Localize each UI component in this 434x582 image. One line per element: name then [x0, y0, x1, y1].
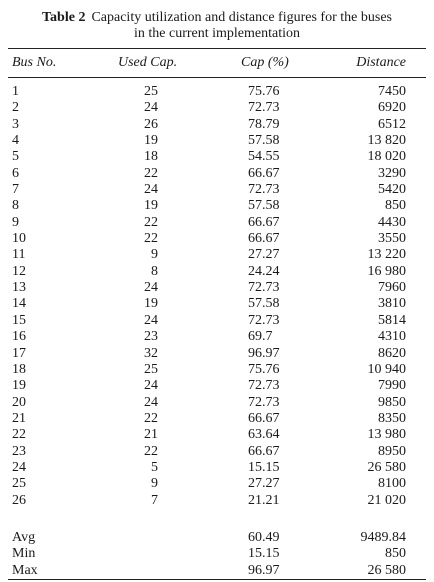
table-row: [0, 427, 434, 443]
cell-cap-percent: 66.67: [248, 231, 280, 247]
cell-used-cap: 22: [144, 443, 158, 459]
cell-cap-percent: 27.27: [248, 476, 280, 492]
cell-distance: 8950: [378, 443, 406, 459]
summary-label: Max: [12, 562, 38, 578]
table-row: [0, 493, 434, 509]
summary-cap-percent: 60.49: [248, 530, 280, 545]
table-row: [0, 231, 434, 247]
cell-cap-percent: 66.67: [248, 165, 280, 181]
cell-used-cap: 25: [144, 84, 158, 99]
cell-bus-no: 13: [12, 280, 26, 296]
cell-distance: 10 940: [367, 361, 406, 377]
cell-distance: 8350: [378, 410, 406, 426]
summary-label: Avg: [12, 530, 36, 545]
cell-used-cap: 22: [144, 214, 158, 230]
table-row: [0, 296, 434, 312]
cell-cap-percent: 57.58: [248, 296, 280, 312]
header-cap-percent: Cap (%): [241, 55, 289, 70]
cell-used-cap: 24: [144, 394, 158, 410]
table-caption: [0, 10, 434, 42]
table-row: [0, 280, 434, 296]
table-summary: [0, 530, 434, 579]
summary-cap-percent: 96.97: [248, 562, 280, 578]
cell-used-cap: 24: [144, 100, 158, 116]
caption-text-1: Capacity utilization and distance figures for the buses: [91, 10, 392, 25]
table-row: [0, 182, 434, 198]
cell-distance: 3290: [378, 165, 406, 181]
table-row: [0, 198, 434, 214]
cell-cap-percent: 24.24: [248, 263, 280, 279]
cell-bus-no: 22: [12, 427, 26, 443]
cell-bus-no: 4: [12, 133, 19, 149]
cell-distance: 7450: [378, 84, 406, 99]
cell-used-cap: 26: [144, 116, 158, 132]
header-rule: [8, 77, 426, 78]
table-row: [0, 329, 434, 345]
table-row: [0, 313, 434, 329]
cell-used-cap: 23: [144, 329, 158, 345]
cell-cap-percent: 75.76: [248, 361, 280, 377]
header-distance: Distance: [356, 55, 406, 70]
table-row: [0, 117, 434, 133]
summary-distance: 26 580: [367, 562, 406, 578]
cell-cap-percent: 54.55: [248, 149, 280, 165]
cell-used-cap: 9: [151, 476, 158, 492]
cell-distance: 5814: [378, 312, 406, 328]
cell-cap-percent: 72.73: [248, 312, 280, 328]
cell-bus-no: 15: [12, 312, 26, 328]
cell-cap-percent: 72.73: [248, 182, 280, 198]
cell-distance: 13 980: [367, 427, 406, 443]
cell-distance: 4430: [378, 214, 406, 230]
cell-bus-no: 6: [12, 165, 19, 181]
cell-cap-percent: 72.73: [248, 100, 280, 116]
caption-line-2: in the current implementation: [133, 26, 300, 41]
cell-bus-no: 25: [12, 476, 26, 492]
cell-used-cap: 25: [144, 361, 158, 377]
top-rule: [8, 48, 426, 49]
cell-cap-percent: 78.79: [248, 116, 280, 132]
cell-bus-no: 18: [12, 361, 26, 377]
cell-bus-no: 9: [12, 214, 19, 230]
cell-cap-percent: 72.73: [248, 280, 280, 296]
cell-bus-no: 17: [12, 345, 26, 361]
cell-distance: 3810: [378, 296, 406, 312]
summary-row: [0, 563, 434, 579]
cell-bus-no: 21: [12, 410, 26, 426]
cell-cap-percent: 57.58: [248, 198, 280, 214]
cell-cap-percent: 57.58: [248, 133, 280, 149]
cell-distance: 6920: [378, 100, 406, 116]
cell-distance: 18 020: [367, 149, 406, 165]
cell-distance: 8100: [378, 476, 406, 492]
caption-label: Table 2: [42, 10, 86, 25]
cell-used-cap: 32: [144, 345, 158, 361]
cell-distance: 7960: [378, 280, 406, 296]
cell-distance: 13 820: [367, 133, 406, 149]
cell-cap-percent: 15.15: [248, 459, 280, 475]
cell-bus-no: 26: [12, 492, 26, 508]
table-row: [0, 100, 434, 116]
summary-label: Min: [12, 546, 36, 562]
cell-bus-no: 11: [12, 247, 26, 263]
cell-bus-no: 10: [12, 231, 26, 247]
cell-used-cap: 24: [144, 182, 158, 198]
cell-used-cap: 7: [151, 492, 158, 508]
cell-distance: 16 980: [367, 263, 406, 279]
table-row: [0, 476, 434, 492]
cell-cap-percent: 21.21: [248, 492, 280, 508]
cell-bus-no: 2: [12, 100, 19, 116]
cell-distance: 5420: [378, 182, 406, 198]
cell-used-cap: 9: [151, 247, 158, 263]
cell-distance: 9850: [378, 394, 406, 410]
cell-cap-percent: 96.97: [248, 345, 280, 361]
cell-distance: 6512: [378, 116, 406, 132]
table-row: [0, 149, 434, 165]
cell-distance: 21 020: [367, 492, 406, 508]
cell-cap-percent: 66.67: [248, 214, 280, 230]
cell-bus-no: 16: [12, 329, 26, 345]
cell-bus-no: 14: [12, 296, 26, 312]
cell-distance: 8620: [378, 345, 406, 361]
cell-bus-no: 7: [12, 182, 19, 198]
table-row: [0, 215, 434, 231]
cell-used-cap: 19: [144, 133, 158, 149]
cell-used-cap: 21: [144, 427, 158, 443]
cell-cap-percent: 72.73: [248, 378, 280, 394]
cell-used-cap: 22: [144, 410, 158, 426]
header-used-cap: Used Cap.: [118, 55, 178, 70]
table-row: [0, 247, 434, 263]
cell-used-cap: 8: [151, 263, 158, 279]
table-row: [0, 133, 434, 149]
cell-bus-no: 23: [12, 443, 26, 459]
bottom-rule: [8, 579, 426, 580]
summary-distance: 9489.84: [360, 530, 406, 545]
table-body: [0, 84, 434, 509]
cell-bus-no: 1: [12, 84, 19, 99]
cell-distance: 26 580: [367, 459, 406, 475]
cell-bus-no: 12: [12, 263, 26, 279]
cell-used-cap: 22: [144, 165, 158, 181]
cell-bus-no: 19: [12, 378, 26, 394]
table-row: [0, 362, 434, 378]
caption-line-1: [0, 10, 434, 26]
header-row: [0, 55, 434, 73]
table-row: [0, 346, 434, 362]
cell-used-cap: 18: [144, 149, 158, 165]
summary-row: [0, 546, 434, 562]
cell-used-cap: 24: [144, 312, 158, 328]
cell-cap-percent: 66.67: [248, 443, 280, 459]
cell-bus-no: 3: [12, 116, 19, 132]
summary-distance: 850: [385, 546, 406, 562]
cell-distance: 7990: [378, 378, 406, 394]
cell-distance: 850: [385, 198, 406, 214]
cell-distance: 3550: [378, 231, 406, 247]
cell-used-cap: 24: [144, 280, 158, 296]
table-row: [0, 378, 434, 394]
cell-bus-no: 5: [12, 149, 19, 165]
cell-used-cap: 22: [144, 231, 158, 247]
cell-bus-no: 8: [12, 198, 19, 214]
cell-used-cap: 5: [151, 459, 158, 475]
cell-distance: 4310: [378, 329, 406, 345]
table-row: [0, 166, 434, 182]
cell-cap-percent: 75.76: [248, 84, 280, 99]
cell-distance: 13 220: [367, 247, 406, 263]
cell-bus-no: 20: [12, 394, 26, 410]
table-row: [0, 444, 434, 460]
table-row: [0, 395, 434, 411]
table-row: [0, 264, 434, 280]
summary-row: [0, 530, 434, 546]
cell-cap-percent: 27.27: [248, 247, 280, 263]
table-row: [0, 411, 434, 427]
cell-used-cap: 19: [144, 198, 158, 214]
cell-cap-percent: 69.7: [248, 329, 273, 345]
header-bus-no: Bus No.: [12, 55, 57, 70]
table-row: [0, 460, 434, 476]
summary-cap-percent: 15.15: [248, 546, 280, 562]
cell-cap-percent: 72.73: [248, 394, 280, 410]
cell-bus-no: 24: [12, 459, 26, 475]
table-row: [0, 84, 434, 100]
cell-cap-percent: 66.67: [248, 410, 280, 426]
cell-used-cap: 19: [144, 296, 158, 312]
cell-cap-percent: 63.64: [248, 427, 280, 443]
cell-used-cap: 24: [144, 378, 158, 394]
